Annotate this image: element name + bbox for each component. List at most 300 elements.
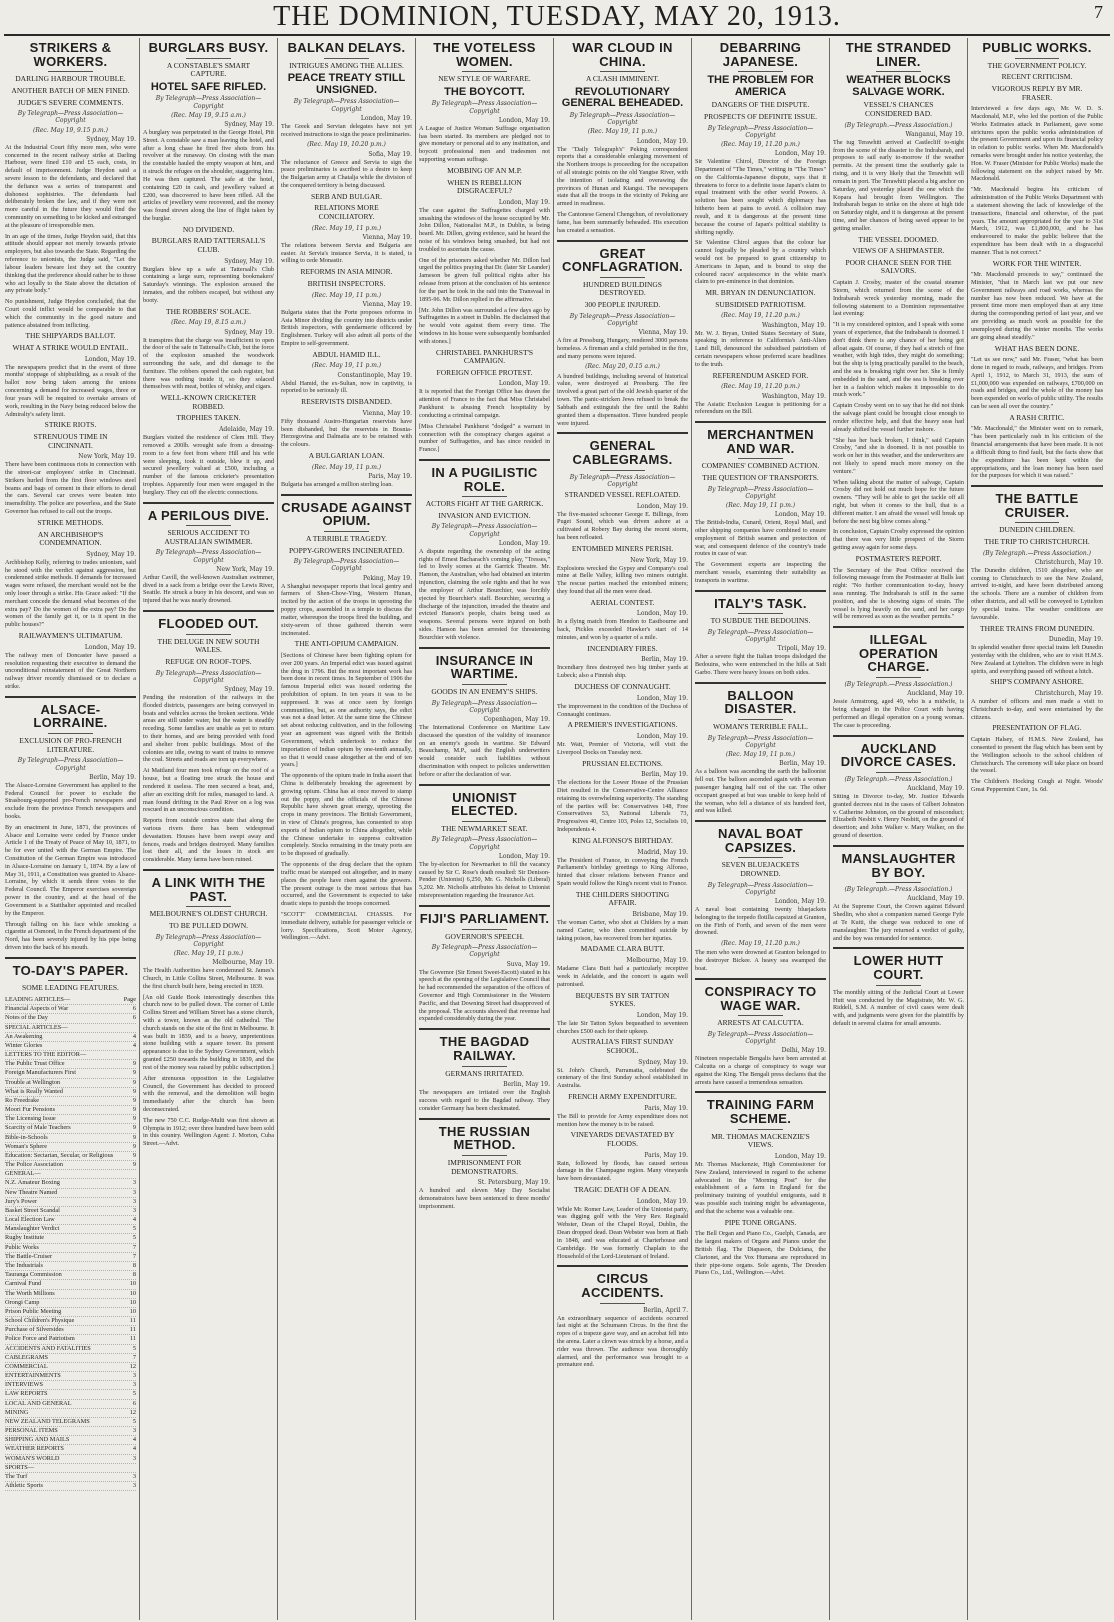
dateline: Sydney, May 19. xyxy=(86,550,136,558)
article-paragraph: Sitting in Divorce to-day, Mr. Justice Edwards granted decrees nisi in the cases of Gilbert Johnston v. Catherine Johnston, on the ground of misconduct; Elizabeth Nesbitt v. Henry Nesbitt, on the ground of desertion; and John Walker v. Mary Walker, on the ground of desertion. xyxy=(833,793,964,840)
press-credit: By Telegraph—Press Association—Copyright xyxy=(707,881,814,896)
article-paragraph: The Asiatic Exclusion League is petitioning for a referendum on the Bill. xyxy=(695,400,826,416)
article-paragraph: The railway men of Doncaster have passed a resolution requesting their executive to demand the unconditional reinstatement of the Great Northern railway driver recently dismissed or to declare a strike. xyxy=(5,651,136,690)
feature-title: Basket Street Scandal xyxy=(5,1206,60,1214)
dateline: London, May 19. xyxy=(84,355,136,363)
section-heading: VINEYARDS DEVASTATED BY FLOODS. xyxy=(570,1130,675,1148)
article-headline: BALKAN DELAYS. xyxy=(287,40,406,55)
feature-title: Education: Sectarian, Secular, or Religious xyxy=(5,1151,114,1159)
dateline: Tripoli, May 19. xyxy=(777,645,826,653)
article-paragraph: Bulgaria states that the Porte proposes reforms in Asia Minor dividing the country into districts under British inspectors, with gendarmerie officered by Englishmen. Turkey will also admit all ports of the Empire to self-government. xyxy=(281,308,412,347)
feature-title: Trouble at Wellington xyxy=(5,1078,61,1086)
article-headline: FIJI'S PARLIAMENT. xyxy=(419,910,550,926)
dateline: Sydney, May 19. xyxy=(224,328,274,336)
column-c4 xyxy=(416,38,554,1620)
section-heading: DARLING HARBOUR TROUBLE. xyxy=(15,74,126,84)
dateline: London, May 19. xyxy=(774,1152,826,1160)
feature-item xyxy=(5,1363,136,1372)
feature-item xyxy=(5,1308,136,1317)
feature-title: The Licensing Issue xyxy=(5,1115,56,1123)
article-paragraph: In conclusion, Captain Crosby expressed the opinion that there was very little prospect of the Storm getting away again for some days. xyxy=(833,528,964,552)
press-credit: By Telegraph—Press Association—Copyright xyxy=(707,124,814,139)
article-headline: MERCHANTMEN AND WAR. xyxy=(707,427,814,456)
press-credit: By Telegraph—Press Association—Copyright xyxy=(431,523,538,538)
feature-title: Athletic Sports xyxy=(5,1482,43,1490)
feature-item xyxy=(5,1244,136,1253)
feature-page: 10 xyxy=(129,1280,136,1288)
article-paragraph: Madame Clara Butt had a particularly receptive week in Adelaide, and the concert is again well patronised. xyxy=(557,965,688,988)
feature-item xyxy=(5,1345,136,1354)
dateline: New York, May 19. xyxy=(216,565,274,573)
feature-title: LAW REPORTS xyxy=(5,1390,48,1398)
feature-item xyxy=(5,1400,136,1409)
press-credit: (Rec. May 19, 9.15 p.m.) xyxy=(32,126,108,134)
press-credit: By Telegraph—Press Association—Copyright xyxy=(431,100,538,115)
dateline: London, May 19. xyxy=(774,898,826,906)
feature-item xyxy=(5,1088,136,1097)
article-paragraph: A fire at Pressburg, Hungary, rendered 3000 persons homeless. A fireman and a child perished in the fire, and many persons were injured. xyxy=(557,337,688,360)
section-heading: THE GOVERNMENT POLICY. xyxy=(987,60,1087,70)
feature-title: The Police Association xyxy=(5,1161,64,1169)
column-rule xyxy=(695,1091,826,1093)
article-headline: IN A PUGILISTIC ROLE. xyxy=(431,464,538,494)
article-paragraph: The British-India, Cunard, Orient, Royal Mail, and other shipping companies have combined to ensure employment of British seamen and protection of war, and consequent defence of the country's trade routes in case of war. xyxy=(695,519,826,558)
feature-page: 9 xyxy=(132,1151,136,1159)
article-paragraph: The opponents of the drug declare that the opium traffic must be stamped out altogether, and in many places the people have risen against the growers. The present outrage is the most serious that has occurred, and the Government is expected to take drastic steps to punish the troops concerned. xyxy=(281,861,412,908)
column-rule xyxy=(695,421,826,423)
feature-title: Public Works xyxy=(5,1243,39,1251)
feature-item xyxy=(5,1473,136,1482)
section-heading: MELBOURNE'S OLDEST CHURCH. xyxy=(149,909,268,919)
section-heading: WHEN IS REBELLION DISGRACEFUL? xyxy=(447,177,522,196)
feature-item xyxy=(5,1115,136,1124)
feature-title: Woman's Sphere xyxy=(5,1142,48,1150)
dateline: Sydney, May 19. xyxy=(224,257,274,265)
feature-page: 9 xyxy=(132,1115,136,1123)
feature-item xyxy=(5,1152,136,1161)
section-heading: TROPHIES TAKEN. xyxy=(176,413,241,423)
dateline: Berlin, May 19. xyxy=(503,1081,550,1089)
article-paragraph: Reports from outside centres state that along the various rivers there has been widespread devastation. Houses have been swept away and fences, roads and bridges destroyed. Many families lost their all, and the losses in stock are considerable. Many farms have been ruined. xyxy=(143,817,274,864)
article-paragraph: The five-masted schooner George E. Billings, from Puget Sound, which was driven ashore at a cultivated at Robery Bay during the recent storm, has been refloated. xyxy=(557,510,688,542)
article-paragraph: The "Daily Telegraph's" Peking correspondent reports that a considerable enlarging movement of the Northern troops is proceeding for the occupation of all strategic points on the old Yangtse River, with the intention of isolating and overawing the provinces of Hunan and Kiangsi. The newspapers state that all the troops in the vicinity of Peking are armed in readiness. xyxy=(557,145,688,208)
dateline: Christchurch, May 19. xyxy=(1034,558,1103,566)
feature-page: 3 xyxy=(132,1372,136,1380)
feature-item xyxy=(5,1225,136,1234)
article-paragraph: A hundred and eleven May Day Socialist demonstrators have been sentenced to three months' imprisonment. xyxy=(419,1187,550,1210)
section-heading: A BULGARIAN LOAN. xyxy=(308,451,385,461)
feature-page: 9 xyxy=(132,1096,136,1104)
feature-page: 4 xyxy=(132,1032,136,1040)
headline-rule xyxy=(600,470,645,471)
feature-item xyxy=(5,1216,136,1225)
dateline: London, May 19. xyxy=(636,732,688,740)
feature-page: 9 xyxy=(132,1161,136,1169)
article-headline: A PERILOUS DIVE. xyxy=(147,507,270,523)
article-paragraph: "She has her back broken, I think," said Captain Crosby, "and she is doomed. It is not possible to work on her in this weather, and the underwriters are not likely to spend much more money on the venture." xyxy=(833,436,964,475)
article-paragraph: [An old Guide Book interestingly describes this church now to be pulled down. The corner of Little Collins Street and William Street has a stone church, with a tower, known as the old cathedral. The church stands on the site of the first in Melbourne. It was built in 1839, and is a heavy, unpretentious stone building with a square tower. Its present appearance is due to the Sydney Government, which granted £250 towards the building in 1839, and the rest of the money was raised by public subscription.] xyxy=(143,993,274,1071)
headline-rule xyxy=(462,684,507,685)
dateline: London, May 19. xyxy=(774,511,826,519)
article-paragraph: Pending the restoration of the railways in the flooded districts, passengers are being conveyed in boats and vehicles across the broken sections. Wide areas are still under water, but the water is steadily receding. Some families are unable as yet to return to their homes, and are being provided with food and shelter from public buildings. Most of the colonies are idle, owing to want of trains to remove the coal. Streets and roads are torn up everywhere. xyxy=(143,693,274,764)
feature-title: INTERVIEWS xyxy=(5,1381,43,1389)
article-paragraph: Burglars blew up a safe at Tattersall's Club containing a large sum, representing bookmakers' Saturday's winnings. The explosion aroused the inmates, and the robbers escaped, but without any booty. xyxy=(143,265,274,304)
feature-title: LETTERS TO THE EDITOR— xyxy=(5,1051,87,1059)
feature-title: SPORTS— xyxy=(5,1463,35,1471)
article-paragraph: The Secretary of the Post Office received the following message from the Postmaster at Bulls last night: "No further communication to-day, heavy seas running. The Indrabarah is still in the same position, and she is showing signs of strain. The vessel is lying heavily on the sand, and her cargo will be removed as soon as the weather permits." xyxy=(833,566,964,621)
dateline: London, May 19. xyxy=(636,137,688,145)
headline-rule xyxy=(876,71,921,72)
column-rule xyxy=(419,459,550,461)
feature-item xyxy=(5,1409,136,1418)
feature-item xyxy=(5,1436,136,1445)
section-heading: TRAGIC DEATH OF A DEAN. xyxy=(574,1185,671,1194)
article-paragraph: Fifty thousand Austro-Hungarian reservists have been disbanded, but the reservists in Bosnia-Herzegovina and Dalmatia are to be retained with the colours. xyxy=(281,417,412,449)
section-heading: THE ANTI-OPIUM CAMPAIGN. xyxy=(294,639,399,649)
article-paragraph: Explosions wrecked the Gypsy and Company's coal mine at Belle Valley, killing two miners outright. The rescue parties reached the entombed miners; they found that all the men were dead. xyxy=(557,564,688,595)
feature-page: 3 xyxy=(132,1188,136,1196)
section-heading: SHIP'S COMPANY ASHORE. xyxy=(990,677,1084,687)
feature-title: SHIPPING AND MAILS xyxy=(5,1436,70,1444)
article-paragraph: It is reported that the Foreign Office has drawn the attention of France to the fact that Miss Christabel Pankhurst is abusing French hospitality by conducting a criminal campaign. xyxy=(419,388,550,419)
feature-page: 10 xyxy=(129,1298,136,1306)
article-paragraph: A dispute regarding the ownership of the acting rights of Ernest Bacharach's coming play, "Tresses," led to lively scenes at the Garrick Theatre. Mr. Hanson, the Australian, who had obtained an interim injunction, claiming the sole rights and that he was the employer of Arthur Bourchier, was forcibly ejected by Bourchier's staff. Bourchier, securing a discharge of the injunction, invaded the theatre and evicted Hanson's people, chairs being used as weapons. Several persons were injured on both sides. Hanson has been arrested for threatening Bourchier with violence. xyxy=(419,547,550,641)
feature-item xyxy=(5,1106,136,1115)
column-rule xyxy=(143,502,274,504)
column-rule xyxy=(281,494,412,496)
article-paragraph: The International Conference on Maritime Law discussed the question of the validity of insurance on an enemy's goods in wartime. Sir Edward Beauchamp, M.P., said the English underwriters would consider such liabilities without discrimination with respect to policies underwritten before or after the declaration of war. xyxy=(419,723,550,778)
dateline: Suva, May 19. xyxy=(506,960,550,968)
feature-title: Moori Fur Pensions xyxy=(5,1106,56,1114)
feature-item xyxy=(5,1143,136,1152)
section-heading: VIGOROUS REPLY BY MR. FRASER. xyxy=(991,83,1083,102)
headline-rule xyxy=(186,525,231,526)
dateline: Berlin, May 19. xyxy=(779,760,826,768)
section-heading: 300 PEOPLE INJURED. xyxy=(584,300,661,310)
section-heading: GOVERNOR'S SPEECH. xyxy=(445,931,524,941)
article-paragraph: The relations between Servia and Bulgaria are easier. At Servia's instance Servia, it is stated, is willing to cede Monastir. xyxy=(281,241,412,265)
column-rule xyxy=(695,820,826,822)
article-paragraph: "Mr. Macdonald begins his criticism of administration of the Public Works Department with a statement showing the lack of knowledge of the transactions, financial and otherwise, of the past years. The amount appropriated for the year to 31st March, 1912, was £1,800,000, and he has endeavoured to make the public believe that the expenditure has been dealt with in a disgraceful manner. That is not correct." xyxy=(971,186,1103,256)
feature-page: 4 xyxy=(132,1216,136,1224)
column-rule xyxy=(143,610,274,612)
article-paragraph: Mr. W. J. Bryan, United States Secretary of State, speaking in reference to California's Anti-Alien Land Bill, denounced the subsidised patriotism of certain newspapers whose preferred scare headlines to the truth. xyxy=(695,329,826,368)
article-paragraph: The tug Terawhiti arrived at Castlecliff to-night from the scene of the disaster to the Indrabarah, and proposes to sail early to-morrow if the weather permits. At the present time the southerly gale is rising, and it is very likely that the Terawhiti will remain in port. The Terawhiti placed a big anchor on Saturday, and yesterday placed the one which the Kopara had brought from Wellington. The Indrabarah began to strike on the shore at high tide on Saturday night, and it is dangerous at the present time, and her chances of being saved appear to be getting smaller. xyxy=(833,138,964,232)
press-credit: (Rec. May 19, 11 p.m.) xyxy=(587,128,658,136)
press-credit: (Rec. May 19, 8.15 a.m.) xyxy=(171,319,246,327)
press-credit: By Telegraph—Press Association—Copyright xyxy=(293,98,400,113)
press-credit: (Rec. May 19, 11 p.m.) xyxy=(311,362,382,370)
feature-item xyxy=(5,1079,136,1088)
article-headline: MANSLAUGHTER BY BOY. xyxy=(841,850,956,880)
section-heading: ABDUL HAMID ILL. xyxy=(312,349,381,359)
article-subheadline: THE PROBLEM FOR AMERICA xyxy=(707,74,814,98)
column-rule xyxy=(833,626,964,628)
article-paragraph: The improvement in the condition of the Duchess of Connaught continues. xyxy=(557,702,688,718)
headline-rule xyxy=(738,719,783,720)
section-heading: SOME LEADING FEATURES. xyxy=(22,983,119,993)
press-credit: (By Telegraph.—Press Association.) xyxy=(844,886,953,894)
feature-item xyxy=(5,1271,136,1280)
press-credit: By Telegraph—Press Association—Copyright xyxy=(431,836,538,851)
press-credit: By Telegraph—Press Association—Copyright xyxy=(17,110,124,125)
feature-item xyxy=(5,1354,136,1363)
feature-item xyxy=(5,1161,136,1170)
article-paragraph: Through falling on his face while smoking a cigarette at Osmond, in the French department of the Nord, has been severely injured by his pipe being driven into the back of his mouth. xyxy=(5,920,136,951)
column-c5 xyxy=(554,38,692,1620)
article-paragraph: Jessie Armstrong, aged 49, who is a midwife, is being charged in the Police Court with having performed an illegal operation on a young woman. The case is proceeding. xyxy=(833,698,964,729)
feature-title: LEADING ARTICLES— xyxy=(5,996,71,1004)
article-paragraph: Sir Valentine Chirol, Director of the Foreign Department of "The Times," writing in "The Times" on the California-Japanese dispute, says that it threatens to force to a definite issue Japan's claim to equal treatment with the other world Powers. A solution has been sought which diplomacy has hitherto been at pains to avoid. A collision may result, and it is dangerous at the present time because the course of Japan's political stability is shifting rapidly. xyxy=(695,158,826,236)
headline-rule xyxy=(876,772,921,773)
article-subheadline: WEATHER BLOCKS SALVAGE WORK. xyxy=(846,74,951,98)
feature-page: 9 xyxy=(132,1060,136,1068)
dateline: Vienna, May 19. xyxy=(362,233,412,241)
feature-item xyxy=(5,1198,136,1207)
section-heading: POSTMASTER'S REPORT. xyxy=(855,553,942,563)
article-paragraph: While Mr. Romer Law, Leader of the Unionist party, was digging golf with the Very Rev. Reginald Webster, Dean of the Chapel Royal, Dublin, the Dean dropped dead. Dean Webster was born at Bath in 1848, and was educated at Charterhouse and Cambridge. He was formerly Chaplain to the Household of the Lord-Lieutenant of Ireland. xyxy=(557,1205,688,1260)
dateline: Constantinople, May 19. xyxy=(337,371,412,379)
section-heading: A PREMIER'S INVESTIGATIONS. xyxy=(567,720,678,730)
article-paragraph: At Maitland four men took refuge on the roof of a house, but a floating tree struck the house and rendered it useless. The men secured a boat, and, after an exciting drift for miles, managed to land. A man found drifting in the Paul River on a log was rescued in an unconscious condition. xyxy=(143,767,274,814)
feature-title: The Turf xyxy=(5,1472,28,1480)
article-headline: THE BATTLE CRUISER. xyxy=(995,491,1079,520)
feature-item xyxy=(5,1253,136,1262)
section-heading: WHAT HAS BEEN DONE. xyxy=(994,343,1080,353)
article-paragraph: In splendid weather three special trains left Dunedin yesterday with the children, who are to visit H.M.S. New Zealand at Lyttelton. The children were in high spirits, and everything passed off without a hitch. xyxy=(971,644,1103,675)
section-heading: A TERRIBLE TRAGEDY. xyxy=(305,534,388,544)
feature-title: Purchase of Silversides xyxy=(5,1326,64,1334)
column-rule xyxy=(5,957,136,959)
column-rule xyxy=(557,1265,688,1267)
feature-page: 6 xyxy=(132,1399,136,1407)
article-paragraph: Nineteen respectable Bengalis have been arrested at Calcutta on a charge of conspiracy to wage war against the King. The Bengali press declares that the arrests have caused a tremendous sensation. xyxy=(695,1055,826,1086)
article-headline: ILLEGAL OPERATION CHARGE. xyxy=(858,632,939,675)
column-rule xyxy=(419,1118,550,1120)
article-headline: TO-DAY'S PAPER. xyxy=(12,962,129,978)
article-paragraph: A naval boat containing twenty bluejackets belonging to the torpedo flotilla capsized at Granton, on the Firth of Forth, and seven of the men were drowned. xyxy=(695,906,826,937)
dateline: Paris, May 19. xyxy=(644,1104,688,1112)
column-rule xyxy=(419,647,550,649)
column-rule xyxy=(833,845,964,847)
article-paragraph: [Mr. John Dillon was surrounded a few days ago by Suffragettes in a street in Dublin. He disclaimed that he would vote against them every time. The windows in his house were subsequently bombarded with stones.] xyxy=(419,306,550,345)
page-number: 7 xyxy=(1094,2,1104,22)
dateline: Berlin, May 19. xyxy=(641,771,688,779)
section-heading: AUSTRALIA'S FIRST SUNDAY SCHOOL. xyxy=(571,1037,674,1055)
article-headline: THE BAGDAD RAILWAY. xyxy=(439,1034,530,1063)
dateline: Wanganui, May 19. xyxy=(905,130,964,138)
feature-page: 5 xyxy=(132,1417,136,1425)
article-paragraph: Captain J. Crosby, master of the coastal steamer Storm, which returned from the scene of the Indrabarah wreck yesterday morning, made the following statement to a Dominion representative last evening: xyxy=(833,279,964,318)
section-heading: MR. BRYAN IN DENUNCIATION. xyxy=(705,288,816,298)
article-paragraph: A number of officers and men made a visit to Christchurch to-day, and were entertained by the citizens. xyxy=(971,698,1103,721)
feature-page: 5 xyxy=(132,1390,136,1398)
feature-title: ENTERTAINMENTS xyxy=(5,1372,61,1380)
column-c8 xyxy=(968,38,1106,1620)
column-c7 xyxy=(830,38,968,1620)
article-paragraph: Arthur Cavill, the well-known Australian swimmer, dived in a sack from a bridge over the Lewis River, Seattle. He struck a buoy in his descent, and was so injured that he was nearly drowned. xyxy=(143,573,274,605)
article-headline: CRUSADE AGAINST OPIUM. xyxy=(281,499,412,529)
press-credit: By Telegraph—Press Association—Copyright xyxy=(569,112,676,127)
section-heading: RELATIONS MORE CONCILIATORY. xyxy=(314,203,379,222)
article-headline: WAR CLOUD IN CHINA. xyxy=(572,40,673,69)
dateline: New York, May 19. xyxy=(630,556,688,564)
dateline: London, May 19. xyxy=(498,852,550,860)
article-headline: GENERAL CABLEGRAMS. xyxy=(572,438,673,467)
article-subheadline: HOTEL SAFE RIFLED. xyxy=(150,80,267,93)
section-heading: STRIKE RIOTS. xyxy=(44,420,97,430)
feature-item xyxy=(5,1299,136,1308)
feature-page: 11 xyxy=(129,1326,136,1334)
press-credit: By Telegraph—Press Association—Copyright xyxy=(707,734,814,749)
section-heading: MR. THOMAS MACKENZIE'S VIEWS. xyxy=(711,1131,810,1150)
dateline: London, May 19. xyxy=(636,1011,688,1019)
section-heading: ENTOMBED MINERS PERISH. xyxy=(571,543,674,553)
section-heading: THE CHILDERS SHOOTING AFFAIR. xyxy=(575,889,670,908)
press-credit: (Rec. May 19, 11 p.m.) xyxy=(725,751,796,759)
dateline: Delhi, May 19. xyxy=(781,1047,826,1055)
section-heading: WELL-KNOWN CRICKETER ROBBED. xyxy=(160,393,257,411)
feature-item xyxy=(5,1381,136,1390)
article-paragraph: There have been continuous riots in connection with the street-car employees' strike in Cincinnati. Strikers hurled from the first floor windows steel beams and bags of cement in their efforts to derail the cars. Several car crews were beaten into insensibility. The police are powerless, and the State Governor has refused to call out the troops. xyxy=(5,461,136,516)
section-heading: FOREIGN OFFICE PROTEST. xyxy=(436,367,533,377)
section-heading: PIPE TONE ORGANS. xyxy=(724,1217,797,1227)
press-credit: By Telegraph—Press Association—Copyright xyxy=(431,699,538,714)
column-rule xyxy=(971,485,1103,487)
section-heading: NO DIVIDEND. xyxy=(182,224,235,234)
headline-rule xyxy=(738,1129,783,1130)
feature-page: 3 xyxy=(132,1482,136,1490)
press-credit: (Rec. May 19, 11.20 p.m.) xyxy=(721,141,800,148)
dateline: Sydney, May 19. xyxy=(224,685,274,693)
dateline: Berlin, May 19. xyxy=(89,773,136,781)
article-paragraph: The case against the Suffragettes charged with smashing the windows of the house occupied by Mr. John Dillon, Nationalist M.P., in Dublin, is being heard. Mr. Dillon, giving evidence, said he heard the noise of his windows being smashed, but had not troubled to ascertain the cause. xyxy=(419,206,550,253)
feature-item xyxy=(5,1317,136,1326)
feature-item xyxy=(5,1179,136,1188)
section-heading: ARRESTS AT CALCUTTA. xyxy=(717,1018,804,1028)
feature-item xyxy=(5,1207,136,1216)
headline-rule xyxy=(1015,58,1060,59)
feature-item xyxy=(5,1464,136,1473)
article-paragraph: The President of France, in conveying the French Parliament's birthday greetings to King Alfonso, hinted that closer relations between France and Spain would follow the King's recent visit to France. xyxy=(557,856,688,887)
feature-page: 9 xyxy=(132,1069,136,1077)
article-paragraph: Captain Halsey, of H.M.S. New Zealand, has consented to present the flag which has been sent by the Wellington schools to the school children of Christchurch. The ceremony will take place on board the vessel. xyxy=(971,736,1103,775)
article-paragraph: The Government experts are inspecting the merchant vessels, examining their suitability as transports in wartime. xyxy=(695,561,826,584)
headline-rule xyxy=(462,496,507,497)
article-paragraph: A burglary was perpetrated in the George Hotel, Pitt Street. A constable saw a man leaving the hotel, and after a long chase he fired five shots from his revolver at the runaway. On closing with the man the constable hauled the empty weapon at him, and it struck the refugee on the shoulder, staggering him. He was then captured. The safe at the hotel, containing £20 in cash, and jewellery valued at £200, was discovered to have been rifled. All the articles of jewellery were recovered, and the money was found strewn along the line of flight taken by the burglar. xyxy=(143,129,274,222)
section-heading: SEVEN BLUEJACKETS DROWNED. xyxy=(721,860,800,879)
press-credit: By Telegraph—Press Association—Copyright xyxy=(155,933,262,948)
section-heading: THE DELUGE IN NEW SOUTH WALES. xyxy=(157,636,260,655)
feature-page: 3 xyxy=(132,1472,136,1480)
feature-page: 4 xyxy=(132,1041,136,1049)
feature-page: 6 xyxy=(132,1005,136,1013)
feature-page: Page xyxy=(123,996,136,1004)
masthead xyxy=(4,0,1110,36)
section-heading: RAILWAYMEN'S ULTIMATUM. xyxy=(18,631,123,641)
headline-rule xyxy=(462,71,507,72)
dateline: London, May 19. xyxy=(498,380,550,388)
press-credit: (By Telegraph.—Press Association.) xyxy=(982,549,1092,557)
feature-title: Winter Glories xyxy=(5,1041,43,1049)
article-headline: BURGLARS BUSY. xyxy=(148,40,269,55)
section-heading: POOR CHANCE SEEN FOR THE SALVORS. xyxy=(845,257,952,276)
feature-title: Jury's Power xyxy=(5,1197,38,1205)
section-heading: WORK FOR THE WINTER. xyxy=(992,258,1082,268)
dateline: Christchurch, May 19. xyxy=(1034,690,1103,698)
article-headline: GREAT CONFLAGRATION. xyxy=(562,245,683,275)
feature-item xyxy=(5,1097,136,1106)
dateline: Sydney, May 19. xyxy=(224,121,274,128)
feature-item xyxy=(5,1189,136,1198)
article-paragraph: The Greek and Servian delegates have not yet received instructions to sign the peace preliminaries. xyxy=(281,122,412,138)
feature-title: Tauranga Commission xyxy=(5,1271,62,1279)
feature-page: 9 xyxy=(132,1087,136,1095)
press-credit: By Telegraph—Press Association—Copyright xyxy=(707,485,814,500)
dateline: Sydney, May 19. xyxy=(638,1058,688,1066)
headline-rule xyxy=(600,71,645,72)
feature-title: Police Force and Patriotism xyxy=(5,1335,75,1343)
feature-title: WEATHER REPORTS xyxy=(5,1445,64,1453)
feature-title: New Theatre Named xyxy=(5,1188,58,1196)
section-heading: TO SUBDUE THE BEDOUINS. xyxy=(710,616,811,626)
article-paragraph: The Alsace-Lorraine Government has applied to the Federal Council for power to exclude the Strasbourg-supported pro-French newspapers and exclude from the province French newspapers and books. xyxy=(5,781,136,820)
column-rule xyxy=(419,905,550,907)
feature-page: 11 xyxy=(129,1317,136,1325)
press-credit: (By Telegraph.—Press Association.) xyxy=(844,775,953,783)
press-credit: By Telegraph—Press Association—Copyright xyxy=(293,558,400,573)
section-heading: THE TRIP TO CHRISTCHURCH. xyxy=(984,537,1090,547)
feature-title: Local Election Law xyxy=(5,1216,55,1224)
feature-page: 5 xyxy=(132,1344,136,1352)
article-headline: NAVAL BOAT CAPSIZES. xyxy=(717,826,804,855)
feature-item xyxy=(5,1290,136,1299)
section-heading: RECENT CRITICISM. xyxy=(1001,72,1073,82)
article-paragraph: "It is my considered opinion, and I speak with some years of experience, that the Indrabarah is doomed. I don't think there is any chance of her being got afloat again. Of course, if they had a stretch of fine weather, with high tides, they might do something; but the ship is lying practically parallel to the beach, and the sea is breaking right over her. She is firmly embedded in the sand, and the sea is breaking over her in a fashion which makes it impossible to do much work." xyxy=(833,321,964,399)
section-heading: BEQUESTS BY SIR TATTON SYKES. xyxy=(575,990,670,1009)
section-heading: GOODS IN AN ENEMY'S SHIPS. xyxy=(431,686,538,696)
article-headline: THE RUSSIAN METHOD. xyxy=(438,1123,531,1153)
article-paragraph: The elections for the Lower House of the Prussian Diet resulted in the Conservative-Centre Alliance retaining its overwhelming superiority. The standing of the parties will be: Conservatives 148, Free Conservatives 53, National Liberals 73, Progressives 40, Centre 103, Poles 12, Socialists 10, Independents 4. xyxy=(557,779,688,834)
dateline: Melbourne, May 19. xyxy=(212,959,274,967)
dateline: Auckland, May 19. xyxy=(907,785,964,793)
section-heading: THE VESSEL DOOMED. xyxy=(858,234,939,244)
section-heading: BRITISH INSPECTORS. xyxy=(307,278,386,288)
headline-rule xyxy=(738,613,783,614)
article-paragraph: When talking about the matter of salvage, Captain Crosby did not hold out much hope for the future owners. "They will be able to get the tackle off all right, but when it comes to the hull, that is a different matter. I am afraid the vessel will break up before the next big blow comes along." xyxy=(833,478,964,525)
article-headline: ITALY'S TASK. xyxy=(714,595,807,611)
section-heading: WOMAN'S TERRIBLE FALL. xyxy=(712,722,809,732)
article-paragraph: "Mr. Macdonald proceeds to say," continued the Minister, "that in March last we put our new Government railways and road works, whereas the number has now been reduced. We have at the present time more men employed than at any time during the corresponding period of last year, and we are providing as much work as possible for the unemployed during the winter months. The works are going ahead steadily." xyxy=(971,271,1103,341)
feature-title: Ro Freedrake xyxy=(5,1096,40,1104)
dateline: Brisbane, May 19. xyxy=(632,911,688,918)
article-paragraph: The newspapers predict that in the event of three months' stoppage of shipbuilding, as a result of the ballot now being taken among the unions concerning a demand for increased wages, three or four years will be required to overtake arrears of work, resulting in the Navy being reduced below the Admiralty's safety limit. xyxy=(5,363,136,418)
section-heading: ANOTHER BATCH OF MEN FINED. xyxy=(11,85,130,95)
feature-item xyxy=(5,1014,136,1023)
press-credit: (By Telegraph.—Press Association.) xyxy=(844,121,953,129)
headline-rule xyxy=(186,906,231,907)
article-paragraph: Bulgaria has arranged a million sterling loan. xyxy=(281,480,393,488)
section-heading: INTRIGUES AMONG THE ALLIES. xyxy=(289,60,404,70)
column-rule xyxy=(5,696,136,698)
article-headline: THE STRANDED LINER. xyxy=(845,40,952,69)
column-rule xyxy=(143,869,274,871)
section-heading: MOBBING OF AN M.P. xyxy=(447,165,522,175)
article-paragraph: "SCOTT" COMMERCIAL CHASSIS. For immediate delivery, suitable for passenger vehicle or lorry. Specifications, Scott Motor Agency, Wellington.—Advt. xyxy=(281,910,412,942)
dateline: Washington, May 19. xyxy=(761,321,826,329)
section-heading: GERMANS IRRITATED. xyxy=(445,1068,524,1078)
section-heading: AERIAL CONTEST. xyxy=(590,597,655,607)
